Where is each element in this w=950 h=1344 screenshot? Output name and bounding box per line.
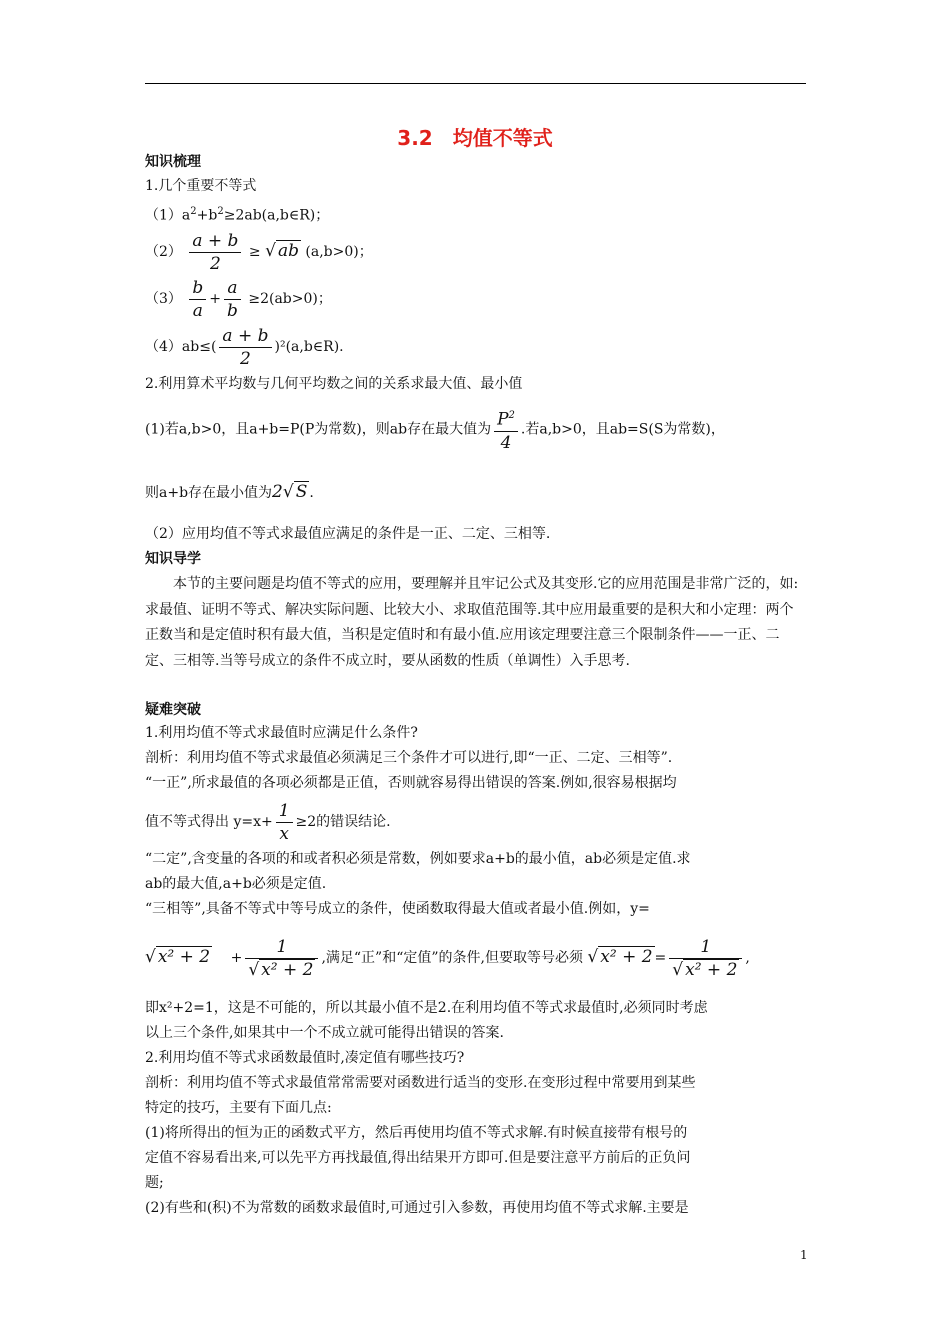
answer-line: (2)有些和(积)不为常数的函数求最值时,可通过引入参数，再使用均值不等式求解.主要是 <box>145 1200 689 1216</box>
header-rule <box>145 83 806 84</box>
numerator: P <box>497 409 509 430</box>
list-intro-2: 2.利用算术平均数与几何平均数之间的关系求最大值、最小值 <box>145 376 523 392</box>
sqrt-expression: √ S <box>282 482 308 502</box>
fraction <box>245 936 318 981</box>
section-heading-guide: 知识导学 <box>145 551 201 567</box>
numerator: 1 <box>245 936 318 959</box>
question-2: 2.利用均值不等式求函数最值时,凑定值有哪些技巧? <box>145 1050 465 1066</box>
fraction <box>224 277 241 322</box>
radicand: x² + 2 <box>157 947 211 967</box>
formula-text: ≥2ab(a,b∈R)； <box>223 207 330 224</box>
sqrt-expression: √ x² + 2 <box>145 947 211 967</box>
formula-text: + <box>230 950 243 966</box>
fraction <box>189 230 241 275</box>
paragraph-text: (1)若a,b>0，且a+b=P(P为常数)，则ab存在最大值为 <box>145 421 492 438</box>
answer-line: “二定”,含变量的各项的和或者积必须是常数，例如要求a+b的最小值，ab必须是定值.求 <box>145 851 691 867</box>
answer-line: (1)将所得出的恒为正的函数式平方，然后再使用均值不等式求解.有时候直接带有根号的 <box>145 1125 688 1141</box>
formula-text: (a,b>0)； <box>305 244 373 260</box>
formula-text: （1）a <box>145 207 191 224</box>
radicand: x² + 2 <box>685 959 738 980</box>
paragraph-conditions: （2）应用均值不等式求最值应满足的条件是一正、二定、三相等. <box>145 526 551 542</box>
denominator: 2 <box>240 348 251 369</box>
answer-line <box>145 798 391 846</box>
formula-text: （2） <box>145 244 182 260</box>
numerator: 1 <box>276 800 293 823</box>
radicand: ab <box>277 241 299 261</box>
answer-line: 剖析：利用均值不等式求最值常常需要对函数进行适当的变形.在变形过程中常要用到某些 <box>145 1075 696 1091</box>
formula-text: ≥2(ab>0)； <box>248 291 332 307</box>
paragraph-text: ≥2的错误结论. <box>295 814 391 830</box>
section-heading-difficulties: 疑难突破 <box>145 702 201 718</box>
fraction <box>669 936 742 981</box>
formula-1: $(1)a^2+b^2\ge 2ab(a,b\in R)$； <box>145 206 330 224</box>
fraction <box>219 325 271 370</box>
page-number: 1 <box>800 1248 808 1262</box>
paragraph-text: ,满足“正”和“定值”的条件,但要取等号必须 <box>321 950 583 966</box>
sqrt-expression: √ x² + 2 <box>248 959 314 980</box>
paragraph-text: 值不等式得出 y=x+ <box>145 814 273 830</box>
denominator: a <box>192 300 203 321</box>
section-heading-knowledge: 知识梳理 <box>145 154 201 170</box>
answer-line: ab的最大值,a+b必须是定值. <box>145 876 327 892</box>
fraction <box>276 800 293 845</box>
sqrt-expression: √ ab <box>265 241 299 261</box>
list-intro: 1.几个重要不等式 <box>145 178 257 194</box>
numerator: a <box>224 277 241 300</box>
paragraph-min <box>145 476 314 509</box>
answer-line: “一正”,所求最值的各项必须都是正值，否则就容易得出错误的答案.例如,很容易根据均 <box>145 775 677 791</box>
answer-line: 定值不容易看出来,可以先平方再找最值,得出结果开方即可.但是要注意平方前后的正负问 <box>145 1150 691 1166</box>
answer-line: 剖析：利用均值不等式求最值必须满足三个条件才可以进行,即“一正、二定、三相等”. <box>145 750 673 766</box>
formula-text: （4）ab≤( <box>145 339 217 355</box>
denominator: 4 <box>500 432 512 453</box>
answer-line: 即x²+2=1，这是不可能的，所以其最小值不是2.在利用均值不等式求最值时,必须同时考虑 <box>145 1000 708 1016</box>
page-title: 3.2 均值不等式 <box>397 126 553 150</box>
coefficient: 2 <box>272 482 283 502</box>
formula-text: +b <box>196 207 218 224</box>
fraction <box>189 277 206 322</box>
paragraph-text: . <box>309 485 314 501</box>
answer-line: 特定的技巧，主要有下面几点: <box>145 1100 332 1116</box>
sqrt-expression: √ x² + 2 <box>587 947 653 967</box>
numerator: b <box>189 277 206 300</box>
exponent: 2 <box>508 410 515 421</box>
fraction <box>494 405 518 454</box>
numerator: 1 <box>669 936 742 959</box>
formula-text: )²(a,b∈R). <box>274 339 344 355</box>
formula-2 <box>145 228 373 275</box>
answer-line: 题; <box>145 1175 164 1191</box>
radicand: S <box>295 482 308 502</box>
answer-line: “三相等”,具备不等式中等号成立的条件，使函数取得最大值或者最小值.例如，y= <box>145 901 650 917</box>
paragraph-max <box>145 405 725 454</box>
formula-3 <box>145 276 332 322</box>
sqrt-expression: √ x² + 2 <box>672 959 738 980</box>
denominator: b <box>227 300 238 321</box>
denominator: 2 <box>210 253 221 274</box>
paragraph-text: 则a+b存在最小值为 <box>145 485 273 501</box>
radicand: x² + 2 <box>261 959 314 980</box>
answer-line: 以上三个条件,如果其中一个不成立就可能得出错误的答案. <box>145 1025 504 1041</box>
numerator: a + b <box>219 325 271 348</box>
formula-text: ≥ <box>248 244 261 260</box>
radicand: x² + 2 <box>600 947 653 967</box>
formula-text: = <box>654 950 667 966</box>
denominator: x <box>279 823 289 844</box>
formula-4 <box>145 324 344 370</box>
paragraph-text: .若a,b>0，且ab=S(S为常数)， <box>520 421 725 438</box>
formula-text: + <box>209 291 221 307</box>
equation-line <box>145 934 750 981</box>
guide-paragraph: 本节的主要问题是均值不等式的应用，要理解并且牢记公式及其变形.它的应用范围是非常广泛的，如:求最值、证明不等式、解决实际问题、比较大小、求取值范围等.其中应用最重要的是积大和小定理：两个正数当和是定值时积有最大值，当积是定值时和有最小值.应用该定理要注意三个限制条件——一正、二定、三相等.当等号成立的条件不成立时，要从函数的性质（单调性）入手思考. <box>145 576 799 669</box>
formula-text: , <box>745 950 750 966</box>
numerator: a + b <box>189 230 241 253</box>
question-1: 1.利用均值不等式求最值时应满足什么条件? <box>145 725 418 741</box>
formula-text: （3） <box>145 291 182 307</box>
